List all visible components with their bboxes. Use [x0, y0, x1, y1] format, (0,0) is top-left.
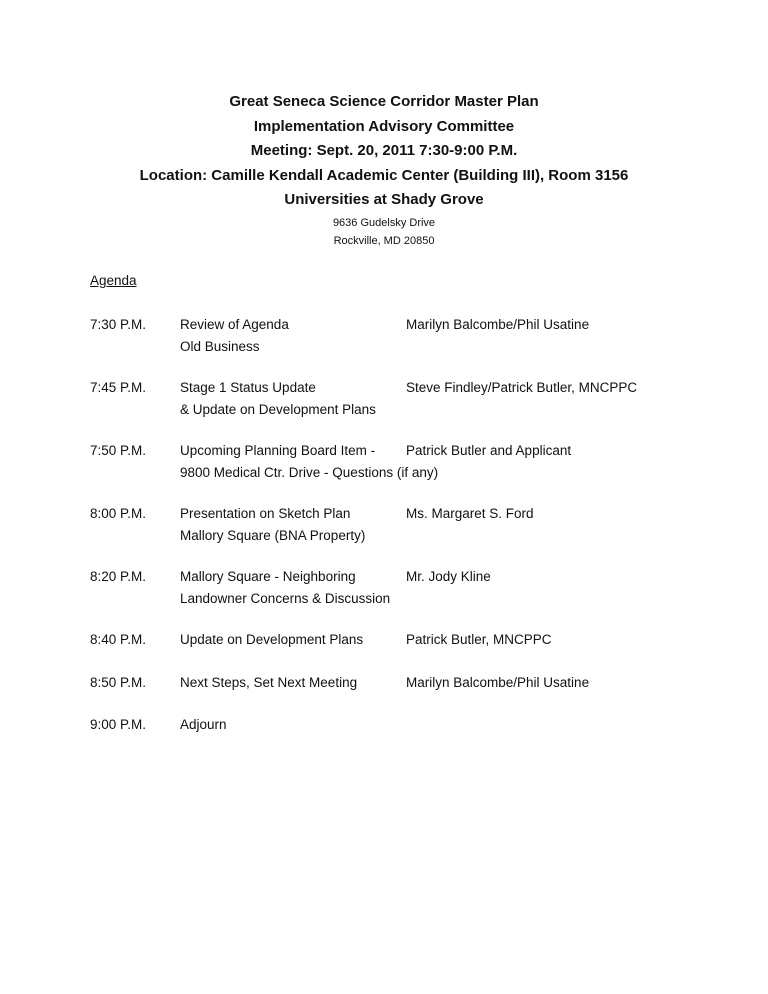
agenda-topic-line: Old Business	[180, 338, 260, 354]
agenda-item	[90, 629, 730, 672]
agenda-topic-line: Presentation on Sketch Plan	[180, 506, 351, 521]
agenda-item	[90, 314, 730, 377]
agenda-item	[90, 714, 730, 757]
agenda-presenter: Patrick Butler and Applicant	[406, 443, 572, 458]
agenda-topic-line: Next Steps, Set Next Meeting	[180, 674, 358, 690]
address-city: Rockville, MD 20850	[333, 234, 435, 247]
agenda-presenter: Mr. Jody Kline	[406, 569, 491, 584]
agenda-list	[90, 314, 730, 757]
agenda-topic-line: Upcoming Planning Board Item -	[180, 443, 376, 458]
agenda-topic-line: Mallory Square (BNA Property)	[180, 527, 366, 543]
agenda-topic	[180, 377, 376, 420]
agenda-topic	[180, 566, 390, 609]
agenda-time: 8:40 P.M.	[90, 632, 147, 647]
agenda-topic	[180, 629, 363, 651]
agenda-topic	[180, 714, 227, 736]
address-street: 9636 Gudelsky Drive	[332, 216, 436, 229]
agenda-presenter: Steve Findley/Patrick Butler, MNCPPC	[406, 380, 638, 395]
agenda-topic-line: 9800 Medical Ctr. Drive - Questions (if any)	[180, 464, 439, 480]
agenda-item	[90, 377, 730, 440]
committee-name: Implementation Advisory Committee	[253, 117, 515, 135]
agenda-topic	[180, 314, 289, 357]
agenda-time: 7:50 P.M.	[90, 443, 147, 458]
agenda-topic-line: & Update on Development Plans	[180, 401, 376, 417]
agenda-time: 9:00 P.M.	[90, 717, 147, 732]
agenda-time: 8:50 P.M.	[90, 674, 147, 690]
agenda-presenter: Ms. Margaret S. Ford	[406, 506, 534, 521]
agenda-time: 7:45 P.M.	[90, 380, 147, 395]
venue-name: Universities at Shady Grove	[284, 191, 484, 208]
document-title: Great Seneca Science Corridor Master Plan	[229, 93, 539, 110]
agenda-topic-line: Adjourn	[180, 717, 227, 732]
agenda-presenter: Marilyn Balcombe/Phil Usatine	[406, 317, 590, 332]
agenda-topic	[180, 672, 357, 694]
agenda-topic	[180, 503, 365, 546]
agenda-time: 8:20 P.M.	[90, 569, 147, 584]
agenda-topic-line: Stage 1 Status Update	[180, 380, 316, 395]
agenda-item	[90, 503, 730, 566]
agenda-presenter: Patrick Butler, MNCPPC	[406, 632, 552, 647]
agenda-item	[90, 566, 730, 629]
agenda-time: 8:00 P.M.	[90, 506, 147, 521]
agenda-item	[90, 440, 730, 503]
agenda-topic-line: Mallory Square - Neighboring	[180, 569, 356, 584]
agenda-heading: Agenda	[90, 273, 137, 288]
agenda-presenter: Marilyn Balcombe/Phil Usatine	[406, 674, 590, 690]
agenda-topic	[180, 440, 438, 483]
meeting-datetime: Meeting: Sept. 20, 2011 7:30-9:00 P.M.	[250, 142, 518, 159]
agenda-topic-line: Landowner Concerns & Discussion	[180, 590, 391, 606]
meeting-location: Location: Camille Kendall Academic Center (Building III), Room 3156	[139, 166, 629, 184]
document-header	[0, 90, 768, 250]
agenda-topic-line: Review of Agenda	[180, 317, 289, 332]
agenda-topic-line: Update on Development Plans	[180, 632, 364, 647]
agenda-time: 7:30 P.M.	[90, 317, 147, 332]
agenda-item	[90, 672, 730, 715]
